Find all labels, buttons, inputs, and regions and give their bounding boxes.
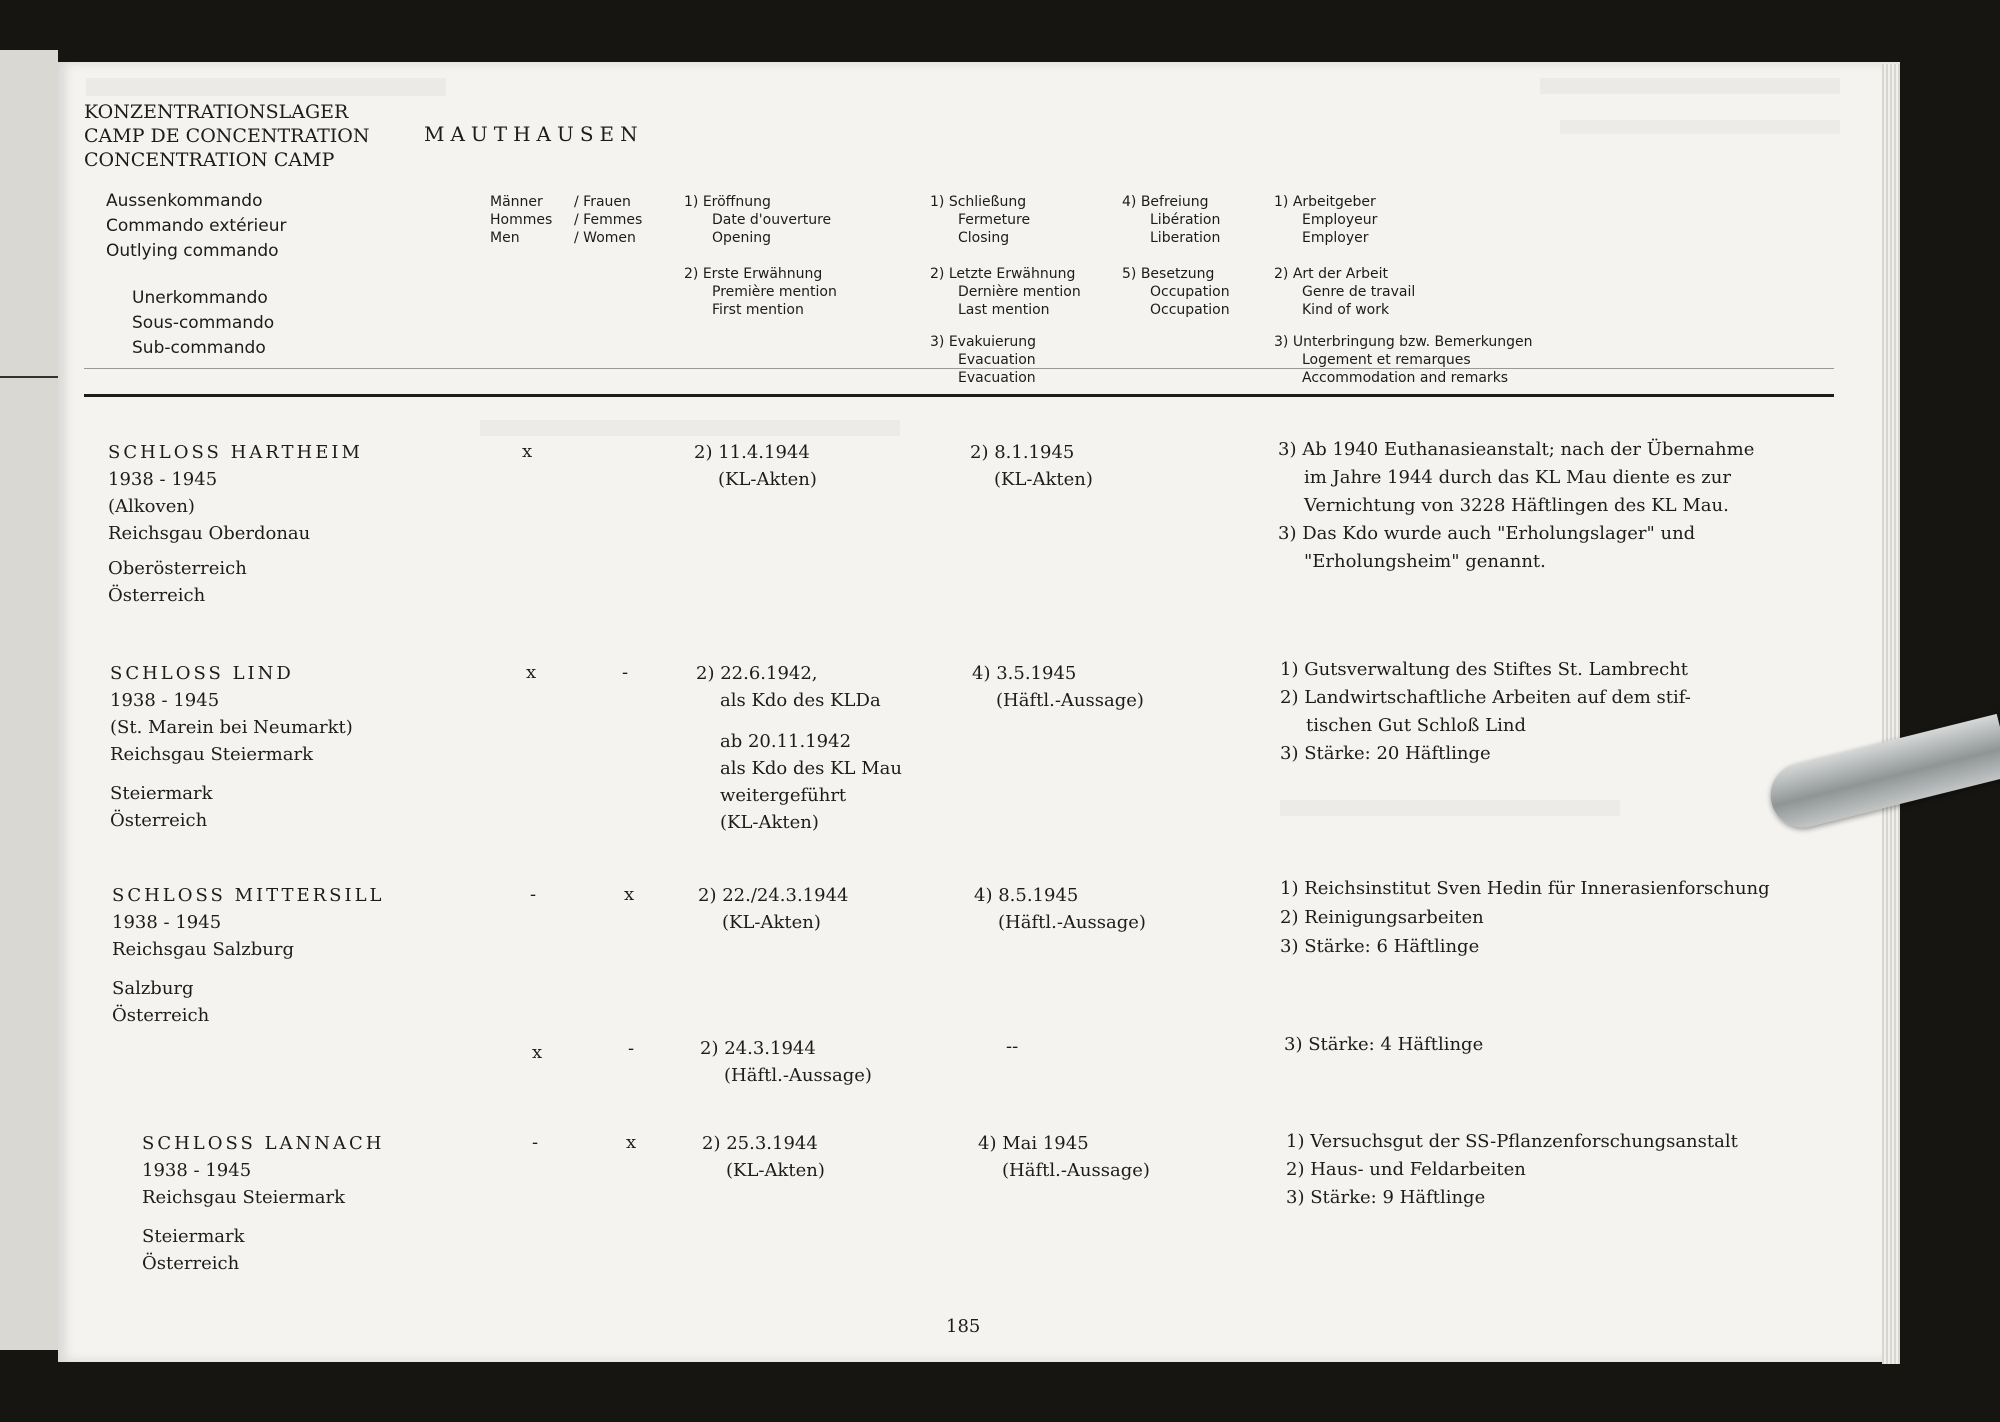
- entry-name: SCHLOSS LIND: [110, 663, 294, 684]
- last-date: 2) 8.1.1945: [970, 442, 1075, 463]
- entry-mittersill-last-mention: [974, 882, 1146, 936]
- evacuation-fr: Evacuation: [958, 352, 1036, 368]
- remark-line: 2) Landwirtschaftliche Arbeiten auf dem stif-: [1280, 687, 1691, 708]
- entry-lind-women-mark: -: [622, 662, 629, 683]
- entry-name: SCHLOSS HARTHEIM: [108, 442, 363, 463]
- entry-location: (Alkoven): [108, 496, 195, 517]
- remark-line: 2) Haus- und Feldarbeiten: [1286, 1159, 1526, 1180]
- last-source: (Häftl.-Aussage): [998, 912, 1146, 933]
- first-extra: weitergeführt: [720, 785, 847, 806]
- remark-line: "Erholungsheim" genannt.: [1304, 551, 1546, 572]
- gender-men-de: Männer: [490, 194, 543, 210]
- first-date: 2) 11.4.1944: [694, 442, 810, 463]
- closing-fr: Fermeture: [958, 212, 1031, 228]
- remark-line: 1) Reichsinstitut Sven Hedin für Innerasienforschung: [1280, 878, 1770, 899]
- closing-de: 1) Schließung: [930, 194, 1027, 210]
- entry-hartheim-remarks: [1278, 436, 1754, 576]
- sub-commando-first-mention: [700, 1035, 872, 1089]
- last-date: 4) Mai 1945: [978, 1133, 1089, 1154]
- remark-line: 2) Reinigungsarbeiten: [1280, 907, 1484, 928]
- entry-lannach-last-mention: [978, 1130, 1150, 1184]
- opening-fr: Date d'ouverture: [712, 212, 832, 228]
- sub-commando-de: Unerkommando: [132, 288, 268, 308]
- header-divider-thin: [84, 368, 1834, 369]
- entry-state: Steiermark: [142, 1226, 245, 1247]
- entry-hartheim-men-mark: x: [522, 441, 533, 462]
- entry-country: Österreich: [108, 585, 206, 606]
- first-mention-column-header: [684, 265, 837, 319]
- gender-column-header: [490, 193, 642, 247]
- evacuation-de: 3) Evakuierung: [930, 334, 1036, 350]
- entry-years: 1938 - 1945: [112, 912, 222, 933]
- entry-name: SCHLOSS LANNACH: [142, 1133, 385, 1154]
- remark-line: 3) Ab 1940 Euthanasieanstalt; nach der Übernahme: [1278, 439, 1755, 460]
- remark-line: 3) Stärke: 20 Häftlinge: [1280, 743, 1491, 764]
- sub-commando-en: Sub-commando: [132, 338, 266, 358]
- liberation-de: 4) Befreiung: [1122, 194, 1209, 210]
- occupation-column-header: [1122, 265, 1230, 319]
- last-mention-de: 2) Letzte Erwähnung: [930, 266, 1076, 282]
- remark-line: 1) Versuchsgut der SS-Pflanzenforschungsanstalt: [1286, 1131, 1738, 1152]
- first-source: als Kdo des KLDa: [720, 690, 881, 711]
- header-title-de: KONZENTRATIONSLAGER: [84, 101, 349, 123]
- sub-commando-remarks: 3) Stärke: 4 Häftlinge: [1284, 1034, 1484, 1055]
- entry-name: SCHLOSS MITTERSILL: [112, 885, 385, 906]
- entry-state: Salzburg: [112, 978, 194, 999]
- entry-lannach-remarks: [1286, 1128, 1738, 1212]
- remark-line: 3) Stärke: 9 Häftlinge: [1286, 1187, 1486, 1208]
- occupation-de: 5) Besetzung: [1122, 266, 1215, 282]
- evacuation-column-header: [930, 333, 1036, 387]
- entry-state: Steiermark: [110, 783, 213, 804]
- work-column-header: [1274, 265, 1415, 319]
- remarks-fr: Logement et remarques: [1302, 352, 1471, 368]
- facing-page-edge: [0, 50, 58, 1350]
- first-date: 2) 24.3.1944: [700, 1038, 816, 1059]
- entry-reichsgau: Reichsgau Steiermark: [110, 744, 313, 765]
- header-title-en: CONCENTRATION CAMP: [84, 149, 335, 171]
- commando-type-en: Outlying commando: [106, 241, 279, 261]
- commando-type-fr: Commando extérieur: [106, 216, 287, 236]
- opening-en: Opening: [712, 230, 772, 246]
- entry-lind-first-mention: [696, 660, 902, 836]
- first-source: (KL-Akten): [726, 1160, 825, 1181]
- first-source: (KL-Akten): [718, 469, 817, 490]
- sub-commando-last-mention: --: [1006, 1036, 1019, 1057]
- entry-lind-last-mention: [972, 660, 1144, 714]
- entry-reichsgau: Reichsgau Steiermark: [142, 1187, 345, 1208]
- entry-lind-men-mark: x: [526, 662, 537, 683]
- work-de: 2) Art der Arbeit: [1274, 266, 1389, 282]
- last-source: (Häftl.-Aussage): [1002, 1160, 1150, 1181]
- entry-country: Österreich: [142, 1253, 240, 1274]
- remark-line: im Jahre 1944 durch das KL Mau diente es zur: [1304, 467, 1731, 488]
- remarks-de: 3) Unterbringung bzw. Bemerkungen: [1274, 334, 1533, 350]
- closing-en: Closing: [958, 230, 1010, 246]
- commando-type-de: Aussenkommando: [106, 191, 263, 211]
- first-date: 2) 22./24.3.1944: [698, 885, 849, 906]
- occupation-fr: Occupation: [1150, 284, 1230, 300]
- first-date: 2) 25.3.1944: [702, 1133, 818, 1154]
- entry-years: 1938 - 1945: [142, 1160, 252, 1181]
- entry-years: 1938 - 1945: [110, 690, 220, 711]
- first-mention-de: 2) Erste Erwähnung: [684, 266, 823, 282]
- opening-column-header: [684, 193, 831, 247]
- remark-line: Vernichtung von 3228 Häftlingen des KL Mau.: [1304, 495, 1729, 516]
- remark-line: tischen Gut Schloß Lind: [1306, 715, 1526, 736]
- first-source: (KL-Akten): [722, 912, 821, 933]
- sub-commando-men-mark: x: [532, 1042, 543, 1063]
- first-mention-en: First mention: [712, 302, 804, 318]
- camp-name: MAUTHAUSEN: [424, 122, 644, 146]
- page-stack-edge: [1882, 64, 1900, 1364]
- entry-mittersill-women-mark: x: [624, 884, 635, 905]
- header-title-fr: CAMP DE CONCENTRATION: [84, 125, 370, 147]
- entry-years: 1938 - 1945: [108, 469, 218, 490]
- entry-mittersill-first-mention: [698, 882, 849, 936]
- header-title: [84, 100, 370, 172]
- gender-women-fr: / Femmes: [574, 212, 643, 228]
- first-mention-fr: Première mention: [712, 284, 837, 300]
- employer-en: Employer: [1302, 230, 1369, 246]
- last-source: (KL-Akten): [994, 469, 1093, 490]
- opening-de: 1) Eröffnung: [684, 194, 771, 210]
- entry-location: (St. Marein bei Neumarkt): [110, 717, 353, 738]
- employer-column-header: [1274, 193, 1377, 247]
- entry-hartheim-first-mention: [694, 439, 817, 493]
- first-extra: ab 20.11.1942: [720, 731, 852, 752]
- first-date: 2) 22.6.1942,: [696, 663, 818, 684]
- employer-de: 1) Arbeitgeber: [1274, 194, 1376, 210]
- sub-commando-fr: Sous-commando: [132, 313, 275, 333]
- sub-commando-heading: [132, 286, 274, 361]
- entry-reichsgau: Reichsgau Salzburg: [112, 939, 294, 960]
- entry-state: Oberösterreich: [108, 558, 247, 579]
- gender-women-de: / Frauen: [574, 194, 631, 210]
- closing-column-header: [930, 193, 1030, 247]
- entry-lannach-men-mark: -: [532, 1132, 539, 1153]
- last-mention-en: Last mention: [958, 302, 1050, 318]
- entry-country: Österreich: [112, 1005, 210, 1026]
- entry-lind-remarks: [1280, 656, 1691, 768]
- entry-hartheim-last-mention: [970, 439, 1093, 493]
- first-source: (Häftl.-Aussage): [724, 1065, 872, 1086]
- first-extra: als Kdo des KL Mau: [720, 758, 902, 779]
- entry-hartheim-name-block: [108, 439, 363, 609]
- work-en: Kind of work: [1302, 302, 1390, 318]
- last-date: 4) 3.5.1945: [972, 663, 1077, 684]
- remarks-column-header: [1274, 333, 1533, 387]
- first-extra: (KL-Akten): [720, 812, 819, 833]
- gender-men-en: Men: [490, 230, 520, 246]
- occupation-en: Occupation: [1150, 302, 1230, 318]
- remarks-en: Accommodation and remarks: [1302, 370, 1509, 386]
- page-number: 185: [946, 1316, 981, 1337]
- last-source: (Häftl.-Aussage): [996, 690, 1144, 711]
- employer-fr: Employeur: [1302, 212, 1378, 228]
- last-date: 4) 8.5.1945: [974, 885, 1079, 906]
- entry-mittersill-men-mark: -: [530, 884, 537, 905]
- header-divider-thick: [84, 394, 1834, 397]
- entry-lannach-name-block: [142, 1130, 385, 1277]
- entry-lind-name-block: [110, 660, 353, 834]
- liberation-fr: Libération: [1150, 212, 1221, 228]
- liberation-en: Liberation: [1150, 230, 1221, 246]
- gender-men-fr: Hommes: [490, 212, 553, 228]
- work-fr: Genre de travail: [1302, 284, 1416, 300]
- entry-mittersill-name-block: [112, 882, 385, 1029]
- remark-line: 1) Gutsverwaltung des Stiftes St. Lambrecht: [1280, 659, 1689, 680]
- remark-line: 3) Stärke: 6 Häftlinge: [1280, 936, 1480, 957]
- gender-women-en: / Women: [574, 230, 636, 246]
- liberation-column-header: [1122, 193, 1220, 247]
- evacuation-en: Evacuation: [958, 370, 1036, 386]
- last-mention-column-header: [930, 265, 1081, 319]
- last-mention-fr: Dernière mention: [958, 284, 1081, 300]
- sub-commando-women-mark: -: [628, 1038, 635, 1059]
- remark-line: 3) Das Kdo wurde auch "Erholungslager" und: [1278, 523, 1696, 544]
- entry-mittersill-remarks: [1280, 874, 1770, 961]
- entry-reichsgau: Reichsgau Oberdonau: [108, 523, 311, 544]
- entry-country: Österreich: [110, 810, 208, 831]
- commando-type-heading: [106, 189, 286, 264]
- entry-lannach-first-mention: [702, 1130, 825, 1184]
- entry-lannach-women-mark: x: [626, 1132, 637, 1153]
